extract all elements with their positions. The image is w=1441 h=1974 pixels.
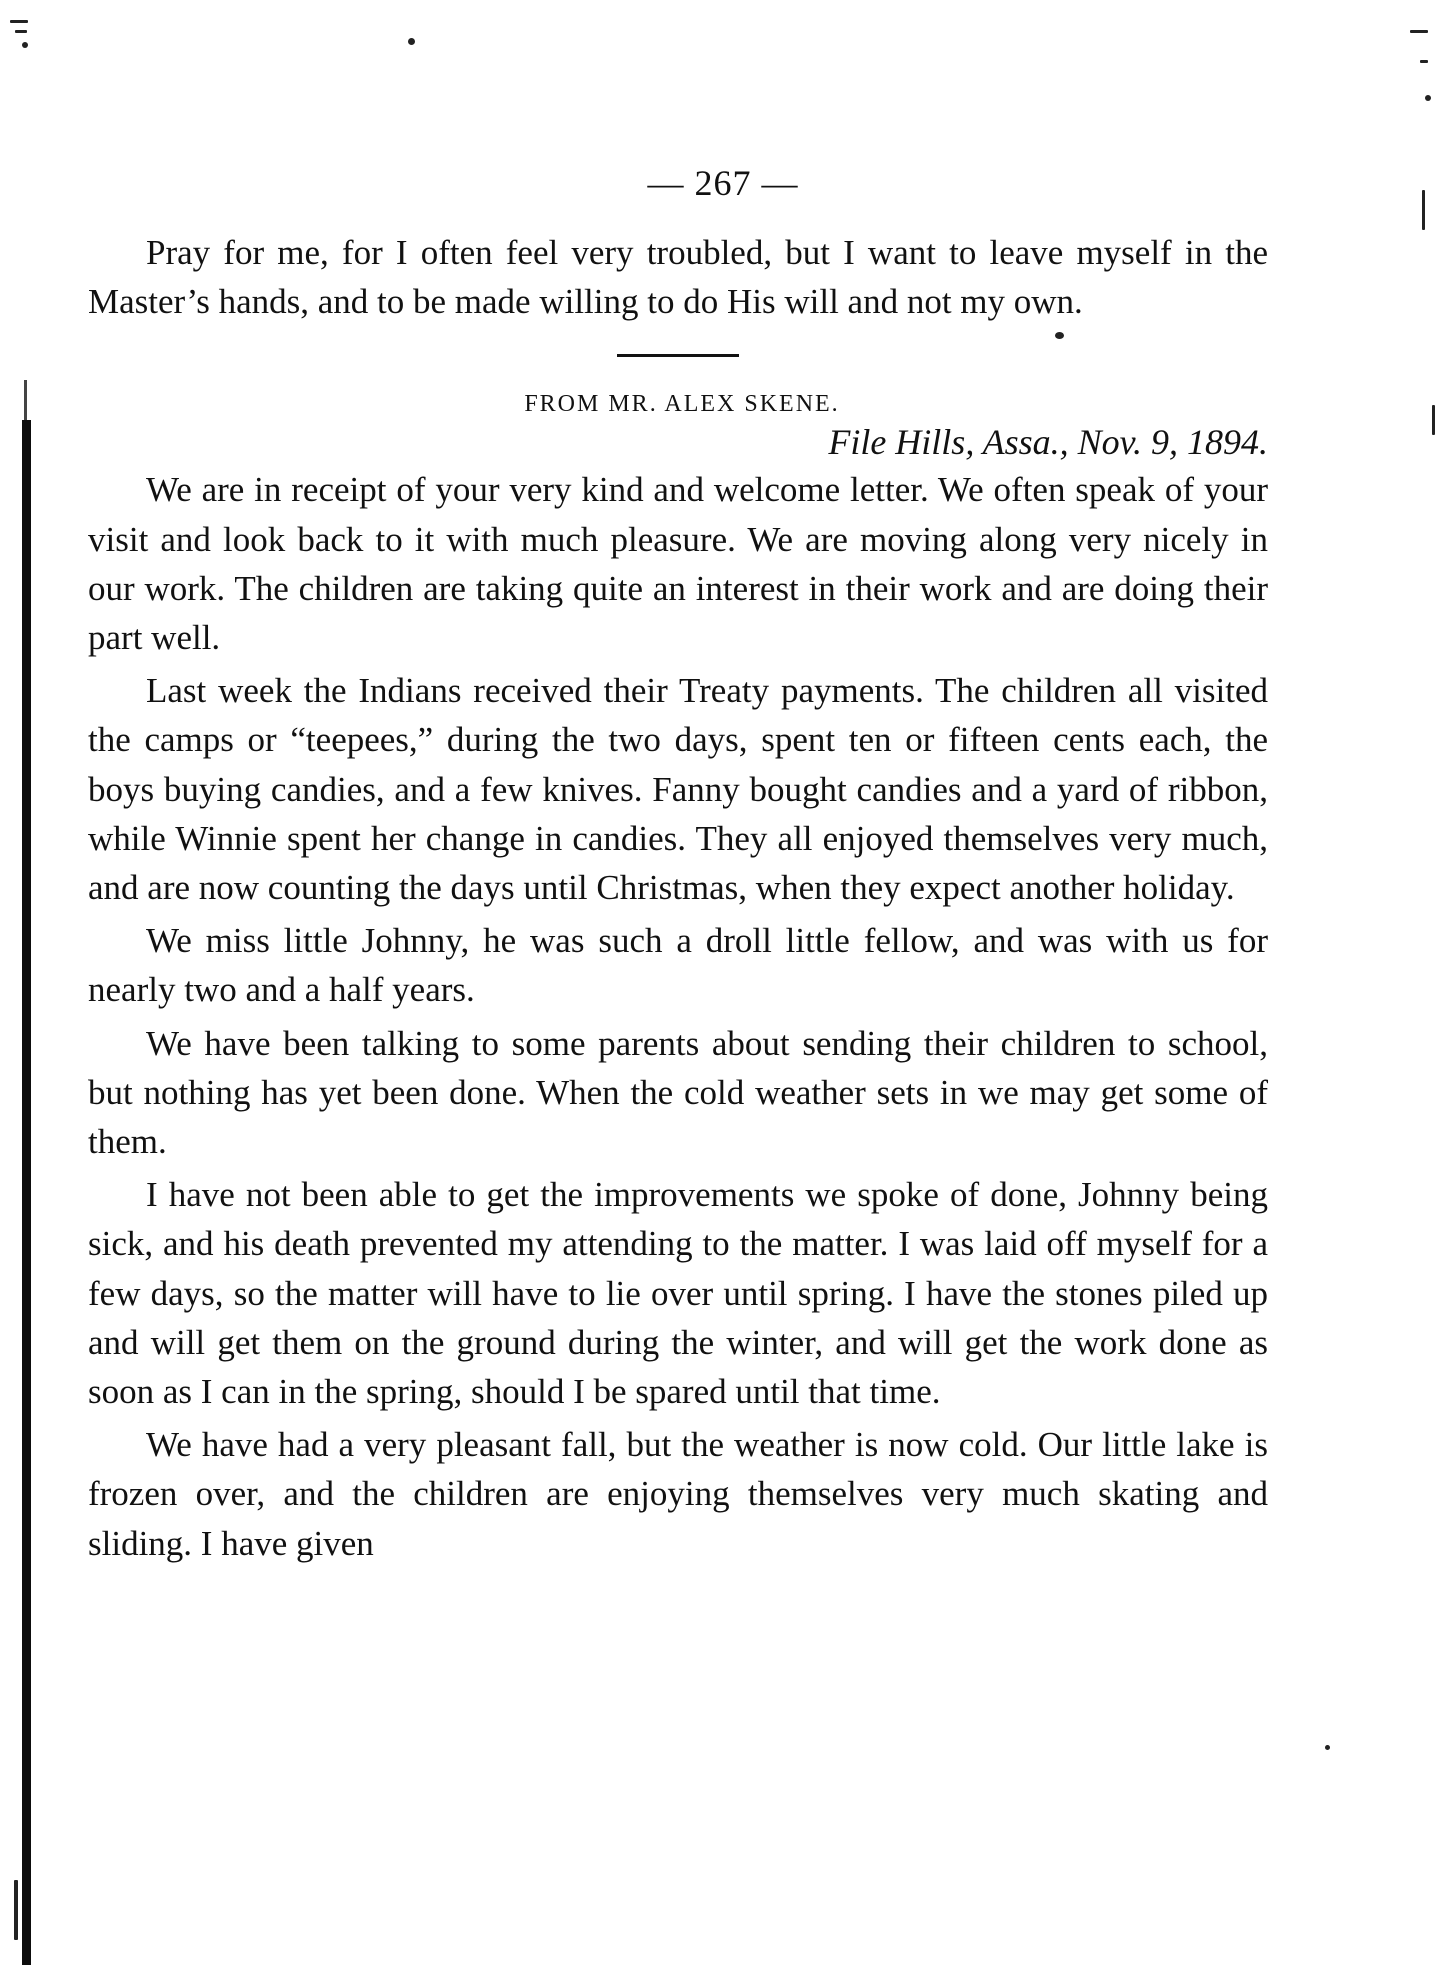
letter-paragraph: We are in receipt of your very kind and welcome letter. We often speak of your visit and look back to it with much pleasure. We are moving along very nicely in our work. The children are taking quite an interest in their work and are doing their part well.	[88, 470, 1268, 658]
letter-dateline: File Hills, Assa., Nov. 9, 1894.	[828, 422, 1268, 463]
scan-speck	[1432, 405, 1435, 435]
letter-paragraph: We miss little Johnny, he was such a droll little fellow, and was with us for nearly two and a half years.	[88, 921, 1268, 1010]
scan-speck	[1425, 95, 1431, 101]
scan-edge-mark	[24, 380, 27, 425]
letter-paragraph: I have not been able to get the improvements we spoke of done, Johnny being sick, and his death prevented my attending to the matter. I was laid off myself for a few days, so the matter will have to lie over until spring. I have the stones piled up and will get them on the ground during the winter, and will get the work done as soon as I can in the spring, should I be spared until that time.	[88, 1175, 1268, 1412]
scan-speck	[408, 38, 415, 45]
letter-heading: FROM MR. ALEX SKENE.	[524, 391, 840, 418]
page-body	[88, 228, 1268, 1568]
scan-speck	[1410, 30, 1428, 33]
section-divider	[617, 354, 739, 357]
scan-speck	[1420, 60, 1428, 63]
letter-paragraph: Last week the Indians received their Treaty payments. The children all visited the camps or “teepees,” during the two days, spent ten or fifteen cents each, the boys buying candies, and a few knives. Fanny bought candies and a yard of ribbon, while Winnie spent her change in candies. They all enjoyed themselves very much, and are now counting the days until Christmas, when they expect another holiday.	[88, 671, 1268, 908]
letter-paragraph: We have been talking to some parents about sending their children to school, but nothing has yet been done. When the cold weather sets in we may get some of them.	[88, 1023, 1268, 1162]
scan-edge-bar	[22, 420, 31, 1965]
scan-speck	[22, 42, 28, 48]
opening-paragraph: Pray for me, for I often feel very troubled, but I want to leave myself in the Master’s hands, and to be made willing to do His will and not my own.	[88, 233, 1268, 322]
scan-speck	[15, 30, 27, 33]
scan-speck	[1325, 1745, 1330, 1750]
letter-paragraph: We have had a very pleasant fall, but the weather is now cold. Our little lake is frozen over, and the children are enjoying themselves very much skating and sliding. I have given	[88, 1425, 1268, 1563]
scan-speck	[14, 1880, 18, 1940]
page-number: — 267 —	[647, 163, 799, 203]
scan-speck	[10, 20, 28, 23]
